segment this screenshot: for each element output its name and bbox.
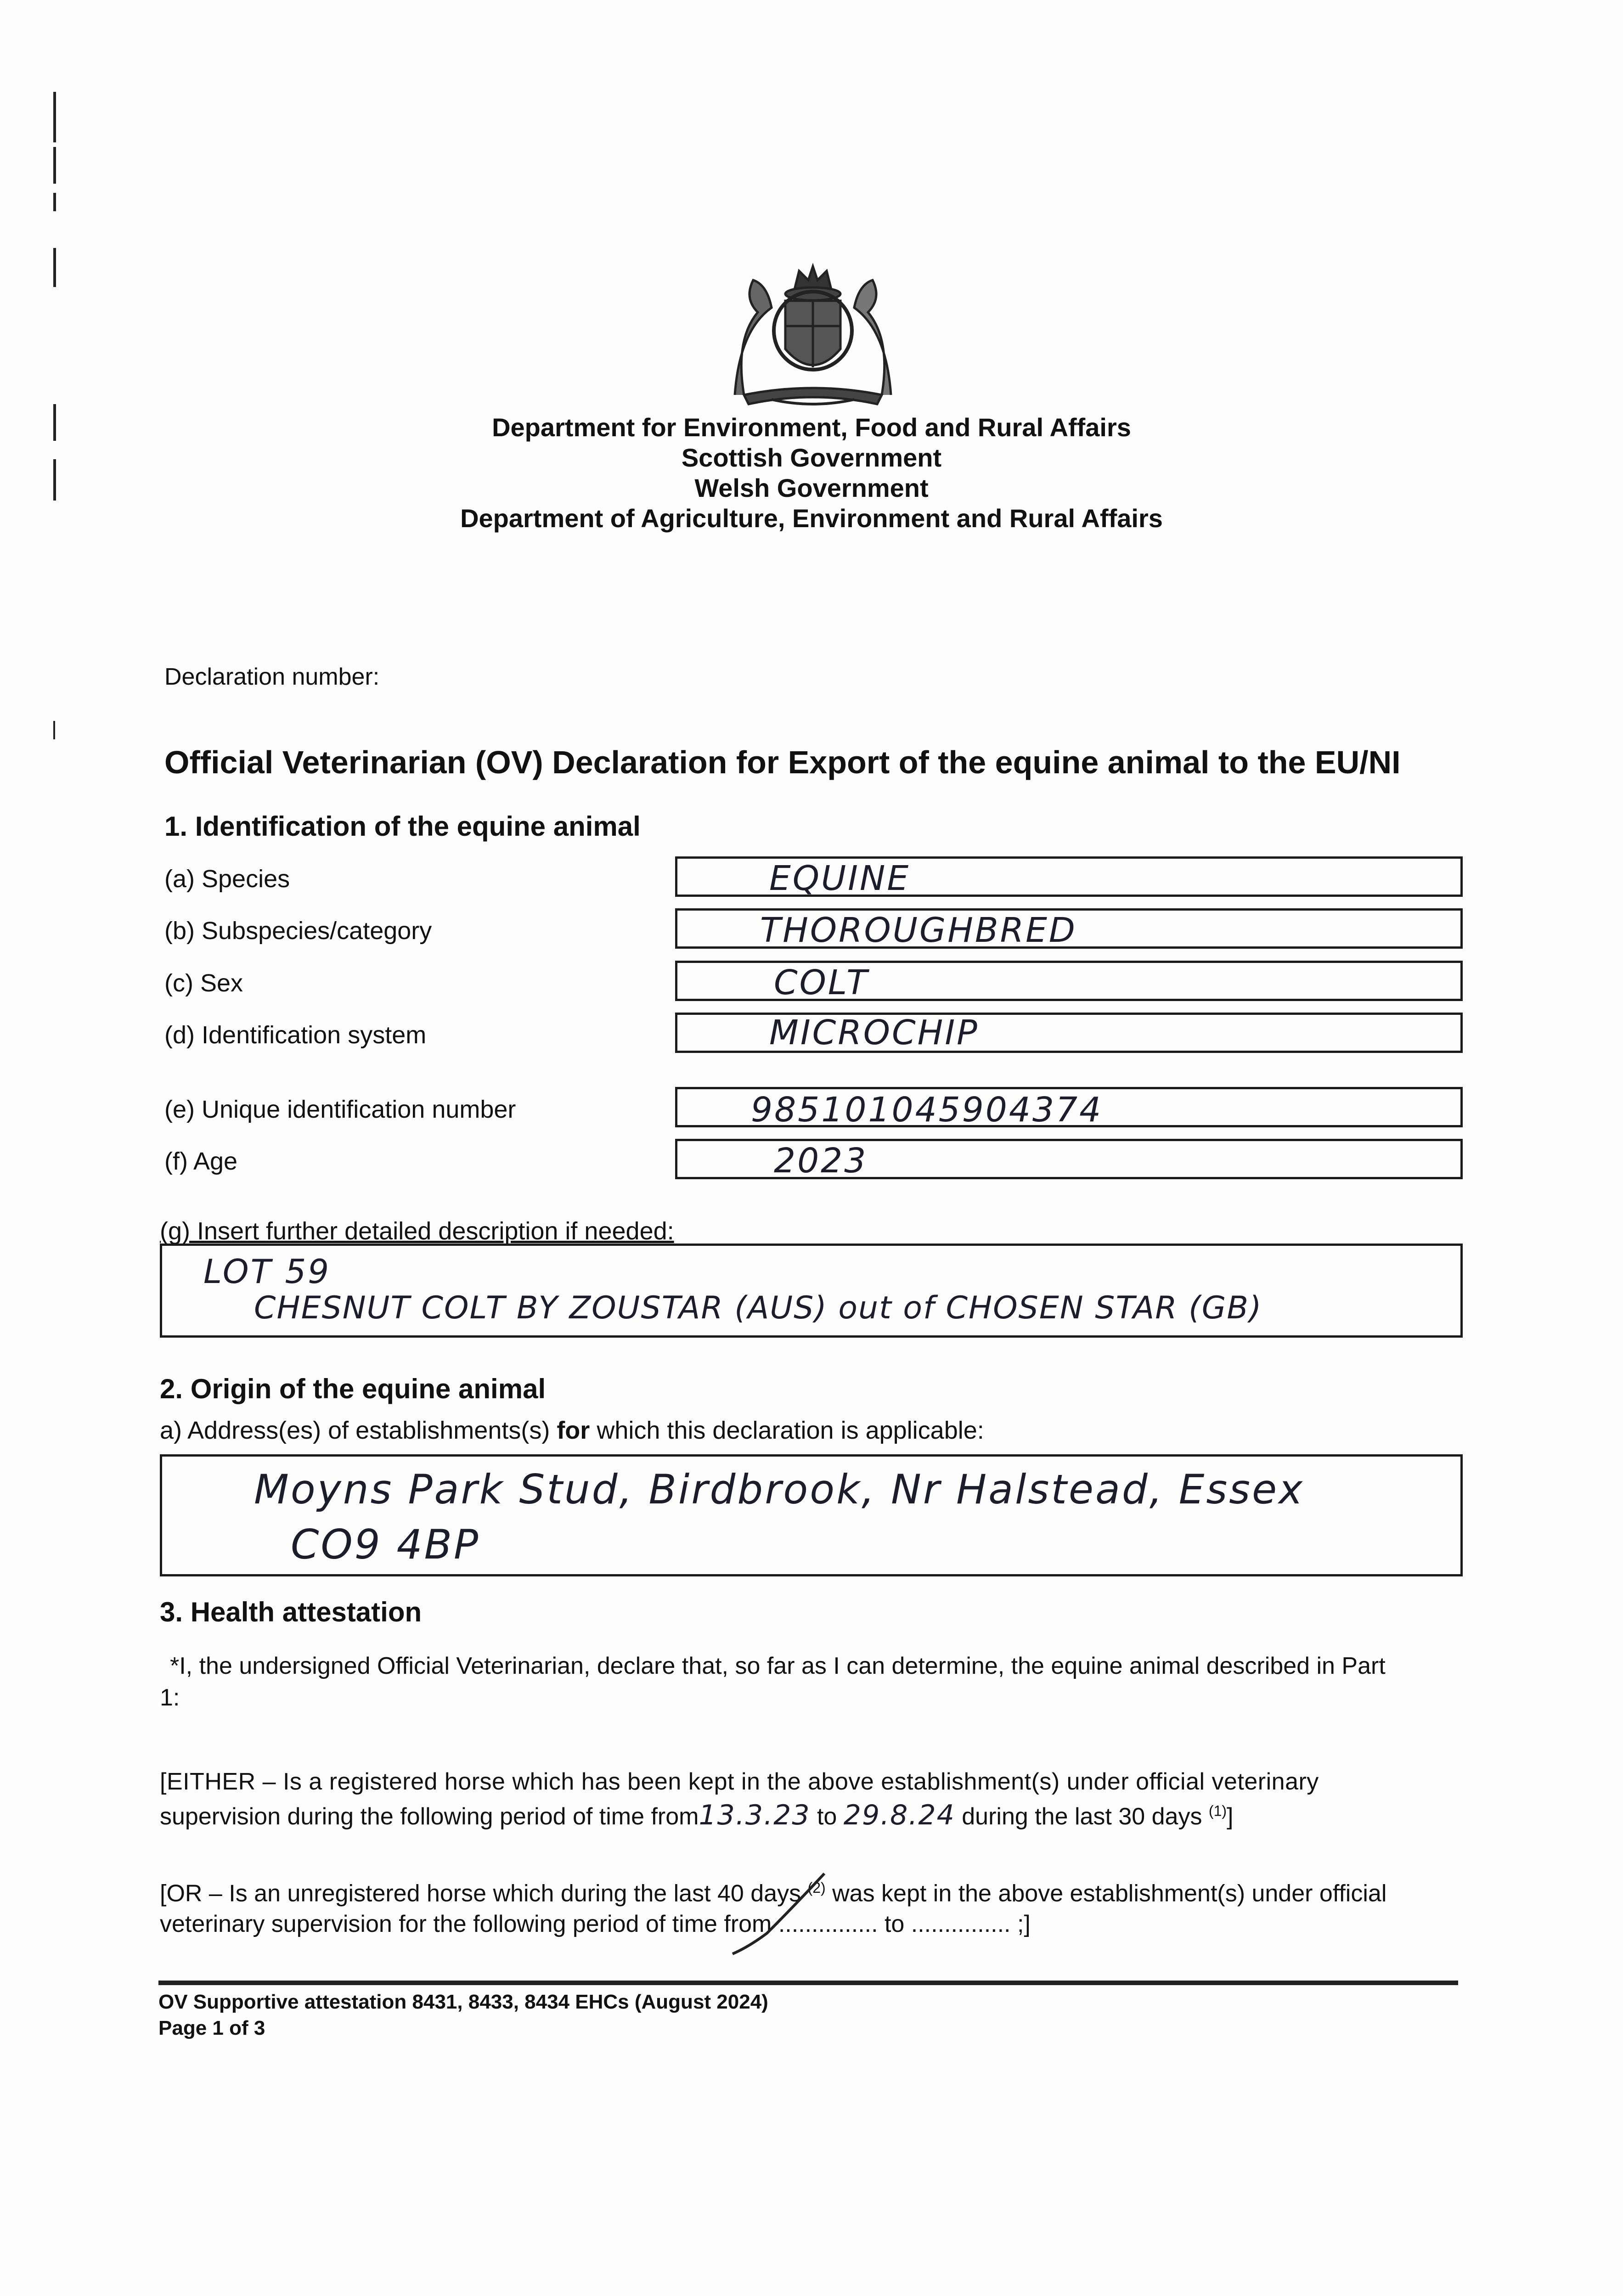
age-label: (f) Age [164, 1148, 238, 1175]
footnote-ref: (2) [807, 1880, 826, 1896]
sex-label: (c) Sex [164, 969, 243, 997]
further-description-label: (g) Insert further detailed description if needed: [160, 1217, 674, 1245]
further-description-line2: CHESNUT COLT BY ZOUSTAR (AUS) out of CHOSEN STAR (GB) [254, 1290, 1262, 1326]
further-description-line1: LOT 59 [203, 1252, 331, 1291]
either-from-date: 13.3.23 [699, 1799, 811, 1831]
species-field[interactable] [675, 856, 1463, 897]
subspecies-field[interactable] [675, 908, 1463, 949]
address-label [160, 1416, 984, 1445]
either-to-date: 29.8.24 [843, 1799, 955, 1831]
address-label-part: which this declaration is applicable: [590, 1417, 984, 1444]
department-name: Welsh Government [694, 473, 929, 502]
age-field[interactable] [675, 1139, 1463, 1179]
age-value: 2023 [774, 1141, 868, 1181]
or-clause-text: was kept in the above establishment(s) under official [825, 1880, 1387, 1907]
further-description-field[interactable] [160, 1244, 1463, 1338]
either-clause-text: ] [1227, 1803, 1234, 1830]
section-2-heading: 2. Origin of the equine animal [160, 1373, 546, 1404]
address-field[interactable] [160, 1454, 1463, 1576]
sex-value: COLT [774, 963, 869, 1002]
unique-id-field[interactable] [675, 1087, 1463, 1130]
attestation-intro-line2: 1: [160, 1684, 180, 1711]
species-value: EQUINE [769, 859, 911, 898]
subspecies-label: (b) Subspecies/category [164, 917, 432, 945]
footer-form-reference: OV Supportive attestation 8431, 8433, 8434 EHCs (August 2024) [158, 1991, 768, 2013]
section-3-heading: 3. Health attestation [160, 1597, 422, 1627]
either-clause-text: during the last 30 days [955, 1803, 1209, 1830]
unique-id-value: 985101045904374 [751, 1090, 1103, 1130]
address-label-bold: for [557, 1417, 590, 1444]
attestation-intro-line1: *I, the undersigned Official Veterinarian, declare that, so far as I can determine, the equine animal described in Part [170, 1653, 1386, 1679]
identification-system-label: (d) Identification system [164, 1021, 427, 1049]
either-clause-line1: [EITHER – Is a registered horse which has been kept in the above establishment(s) under official veterinary [160, 1768, 1319, 1795]
page-title: Official Veterinarian (OV) Declaration for Export of the equine animal to the EU/NI [164, 744, 1401, 780]
or-clause-line2: veterinary supervision for the following period of time from ............... to ............... ;] [160, 1911, 1031, 1937]
address-line1: Moyns Park Stud, Birdbrook, Nr Halstead, Essex [254, 1466, 1305, 1513]
identification-system-value: MICROCHIP [769, 1013, 979, 1052]
scan-mark [53, 92, 56, 142]
royal-coat-of-arms-icon [716, 257, 909, 409]
footer-page-number: Page 1 of 3 [158, 2017, 265, 2039]
either-clause-text: to [810, 1803, 844, 1830]
address-line2: CO9 4BP [291, 1521, 480, 1568]
footnote-ref: (1) [1208, 1802, 1227, 1819]
footer-divider [158, 1981, 1458, 1985]
unique-id-label: (e) Unique identification number [164, 1096, 516, 1123]
section-1-heading: 1. Identification of the equine animal [164, 811, 641, 842]
address-label-part: a) Address(es) of establishments(s) [160, 1417, 557, 1444]
either-clause-text: supervision during the following period of time from [160, 1803, 699, 1830]
strike-through-mark [716, 1864, 836, 1956]
scan-mark [53, 248, 56, 287]
either-clause-line2 [160, 1799, 1233, 1831]
subspecies-value: THOROUGHBRED [760, 911, 1077, 950]
scan-mark [53, 193, 56, 211]
sex-field[interactable] [675, 961, 1463, 1001]
scan-mark [53, 147, 56, 184]
species-label: (a) Species [164, 865, 290, 893]
or-clause-text: [OR – Is an unregistered horse which during the last 40 days [160, 1880, 808, 1907]
department-name: Department of Agriculture, Environment and Rural Affairs [460, 504, 1163, 533]
declaration-number-label: Declaration number: [164, 664, 380, 690]
scan-mark [53, 721, 55, 739]
department-name: Department for Environment, Food and Rural Affairs [492, 413, 1131, 442]
identification-system-field[interactable] [675, 1013, 1463, 1053]
department-name: Scottish Government [681, 443, 942, 472]
